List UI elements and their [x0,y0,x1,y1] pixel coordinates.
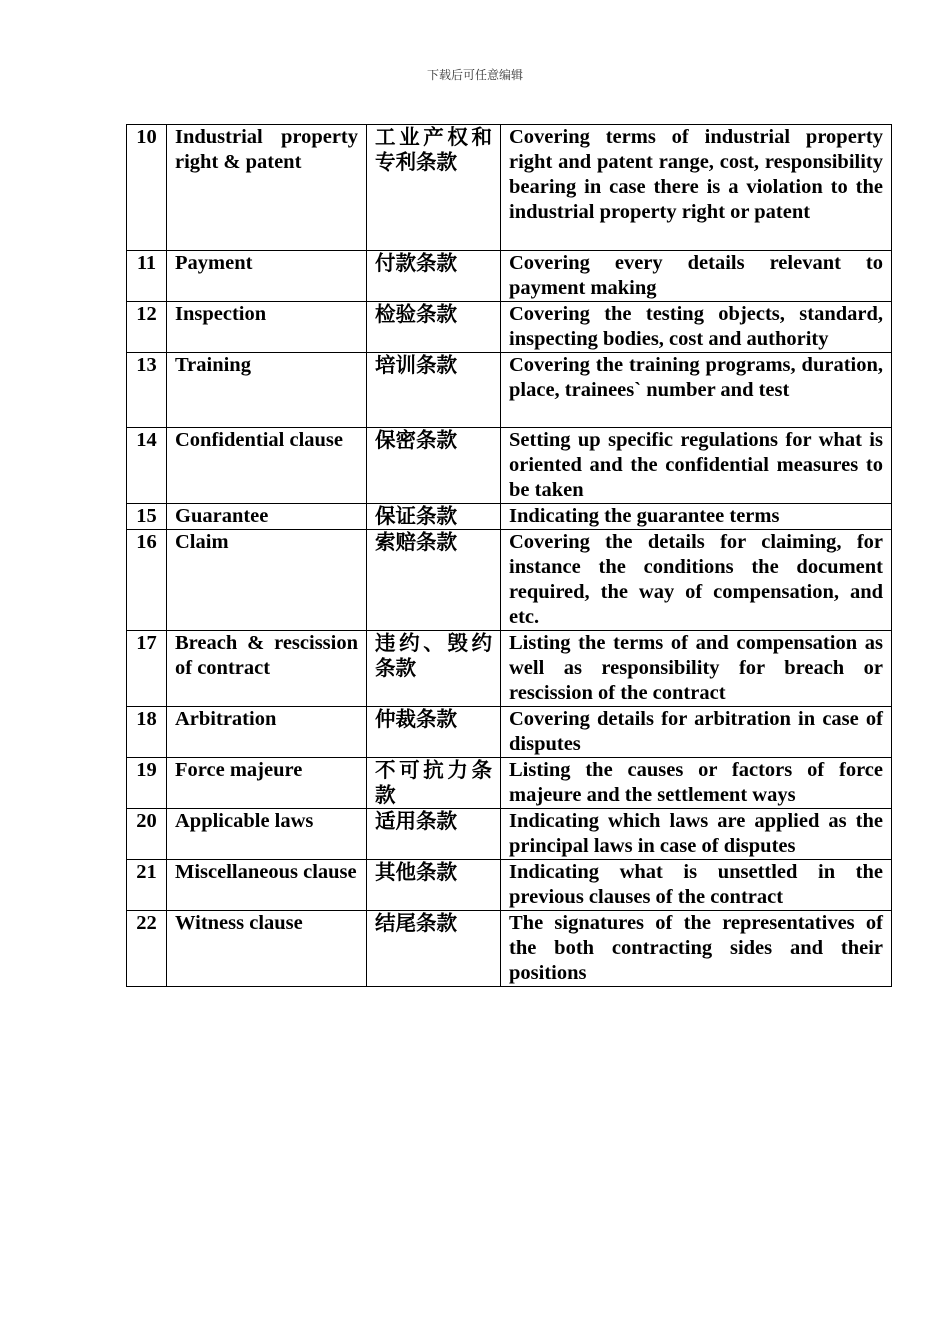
clause-chinese-name: 不可抗力条款 [367,758,501,809]
clause-chinese-name: 仲裁条款 [367,707,501,758]
clause-english-name: Guarantee [167,504,367,530]
clause-number: 18 [127,707,167,758]
clause-english-name: Witness clause [167,911,367,987]
clause-description: Covering every details relevant to payment making [501,251,892,302]
clause-description: Covering terms of industrial property right and patent range, cost, responsibility bearing in case there is a violation to the industrial property right or patent [501,125,892,251]
clause-english-name: Miscellaneous clause [167,860,367,911]
table-row [127,353,892,428]
table-row [127,428,892,504]
clause-description: Setting up specific regulations for what is oriented and the confidential measures to be taken [501,428,892,504]
clause-number: 20 [127,809,167,860]
clause-number: 17 [127,631,167,707]
contract-clauses-table [126,124,892,987]
table-row [127,125,892,251]
table-row [127,707,892,758]
clause-chinese-name: 保密条款 [367,428,501,504]
clause-description: Indicating the guarantee terms [501,504,892,530]
table-row [127,504,892,530]
table-row [127,911,892,987]
table-row [127,631,892,707]
clause-number: 13 [127,353,167,428]
clause-chinese-name: 检验条款 [367,302,501,353]
clause-chinese-name: 其他条款 [367,860,501,911]
clause-description: Covering details for arbitration in case of disputes [501,707,892,758]
clause-chinese-name: 付款条款 [367,251,501,302]
clause-english-name: Industrial property right & patent [167,125,367,251]
clause-chinese-name: 工业产权和专利条款 [367,125,501,251]
clause-description: Covering the training programs, duration, place, trainees` number and test [501,353,892,428]
clause-english-name: Force majeure [167,758,367,809]
table-row [127,809,892,860]
clause-english-name: Payment [167,251,367,302]
table-row [127,251,892,302]
table-row [127,530,892,631]
clause-chinese-name: 索赔条款 [367,530,501,631]
table-row [127,302,892,353]
clause-number: 10 [127,125,167,251]
clause-number: 21 [127,860,167,911]
clause-number: 12 [127,302,167,353]
clause-english-name: Inspection [167,302,367,353]
clause-chinese-name: 适用条款 [367,809,501,860]
clause-chinese-name: 培训条款 [367,353,501,428]
clause-english-name: Claim [167,530,367,631]
clause-description: Covering the details for claiming, for instance the conditions the document required, the way of compensation, and etc. [501,530,892,631]
page-header-note: 下载后可任意编辑 [426,68,523,82]
table-row [127,860,892,911]
clause-number: 22 [127,911,167,987]
clause-chinese-name: 保证条款 [367,504,501,530]
clause-description: Listing the causes or factors of force majeure and the settlement ways [501,758,892,809]
clause-description: The signatures of the representatives of the both contracting sides and their positions [501,911,892,987]
clause-chinese-name: 结尾条款 [367,911,501,987]
clause-number: 15 [127,504,167,530]
table-row [127,758,892,809]
clause-description: Indicating what is unsettled in the previous clauses of the contract [501,860,892,911]
clause-chinese-name: 违约、毁约条款 [367,631,501,707]
clause-english-name: Arbitration [167,707,367,758]
clause-number: 14 [127,428,167,504]
clause-number: 16 [127,530,167,631]
clause-number: 19 [127,758,167,809]
clause-english-name: Confidential clause [167,428,367,504]
clause-description: Covering the testing objects, standard, inspecting bodies, cost and authority [501,302,892,353]
clause-description: Listing the terms of and compensation as well as responsibility for breach or rescission of the contract [501,631,892,707]
clause-english-name: Breach & rescission of contract [167,631,367,707]
clause-number: 11 [127,251,167,302]
clause-english-name: Training [167,353,367,428]
clause-description: Indicating which laws are applied as the principal laws in case of disputes [501,809,892,860]
clause-english-name: Applicable laws [167,809,367,860]
